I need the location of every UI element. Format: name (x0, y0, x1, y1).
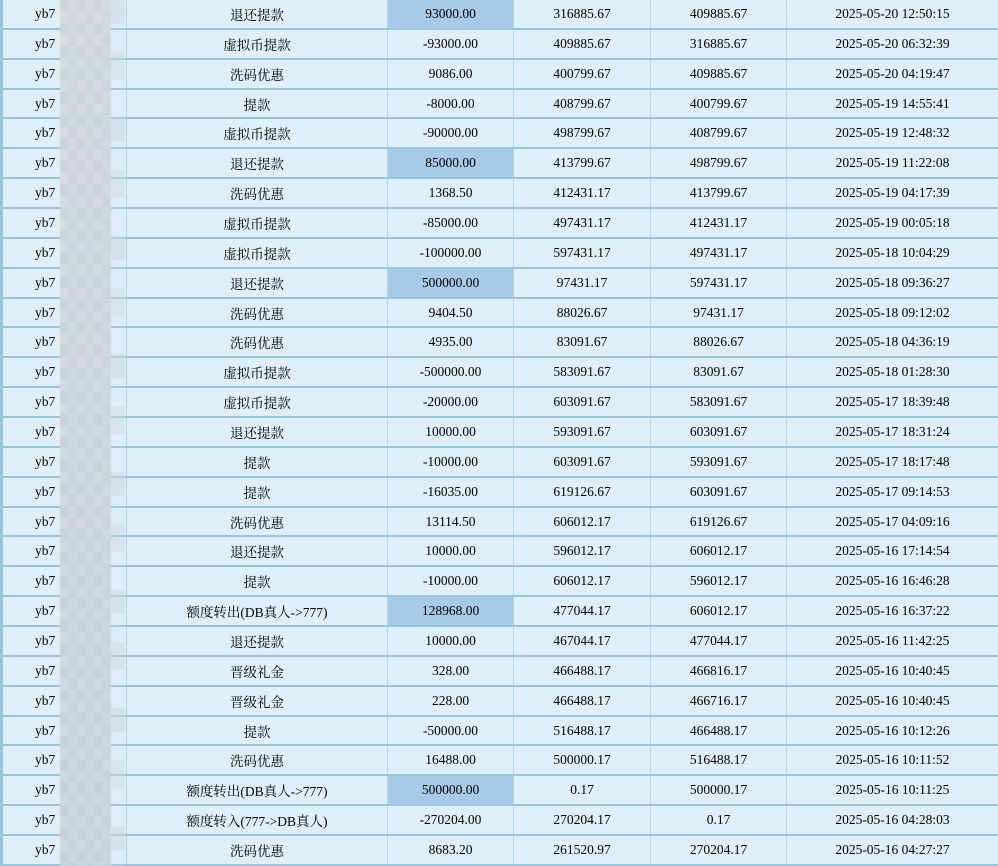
transaction-type-cell: 退还提款 (127, 627, 388, 655)
table-row[interactable] (3, 328, 998, 358)
balance-after-cell: 97431.17 (651, 299, 787, 327)
table-row[interactable] (3, 119, 998, 149)
username-text: yb7 (35, 35, 56, 51)
balance-before-cell: 583091.67 (514, 358, 651, 386)
amount-cell: 500000.00 (388, 776, 514, 804)
balance-after-cell: 316885.67 (651, 30, 787, 58)
transaction-type-cell: 提款 (127, 478, 388, 506)
balance-before-cell: 97431.17 (514, 269, 651, 297)
balance-after-cell: 88026.67 (651, 328, 787, 356)
amount-cell: -90000.00 (388, 119, 514, 147)
transaction-type-cell: 洗码优惠 (127, 179, 388, 207)
amount-cell: 10000.00 (388, 418, 514, 446)
timestamp-cell: 2025-05-18 09:36:27 (835, 274, 950, 290)
transaction-type-cell: 洗码优惠 (127, 60, 388, 88)
transaction-type-cell: 虚拟币提款 (127, 30, 388, 58)
timestamp-cell: 2025-05-19 04:17:39 (835, 185, 950, 201)
amount-cell: -50000.00 (388, 717, 514, 745)
amount-cell: -8000.00 (388, 90, 514, 118)
amount-cell: -93000.00 (388, 30, 514, 58)
timestamp-cell: 2025-05-20 12:50:15 (835, 5, 950, 21)
amount-cell: 10000.00 (388, 627, 514, 655)
username-text: yb7 (35, 662, 56, 678)
balance-after-cell: 516488.17 (651, 746, 787, 774)
username-text: yb7 (35, 841, 56, 857)
transaction-type-cell: 退还提款 (127, 537, 388, 565)
balance-before-cell: 593091.67 (514, 418, 651, 446)
table-row[interactable] (3, 60, 998, 90)
timestamp-cell: 2025-05-16 10:11:52 (835, 752, 950, 768)
timestamp-cell: 2025-05-16 16:46:28 (835, 573, 950, 589)
username-text: yb7 (35, 812, 56, 828)
balance-after-cell: 498799.67 (651, 149, 787, 177)
table-row[interactable] (3, 687, 998, 717)
amount-cell: -500000.00 (388, 358, 514, 386)
table-row[interactable] (3, 478, 998, 508)
timestamp-cell: 2025-05-20 04:19:47 (835, 65, 950, 81)
balance-after-cell: 466488.17 (651, 717, 787, 745)
username-text: yb7 (35, 244, 56, 260)
username-text: yb7 (35, 722, 56, 738)
username-text: yb7 (35, 274, 56, 290)
balance-before-cell: 497431.17 (514, 209, 651, 237)
balance-before-cell: 466488.17 (514, 657, 651, 685)
transaction-type-cell: 虚拟币提款 (127, 119, 388, 147)
transaction-type-cell: 洗码优惠 (127, 746, 388, 774)
timestamp-cell: 2025-05-19 14:55:41 (835, 95, 950, 111)
transaction-type-cell: 额度转出(DB真人->777) (127, 597, 388, 625)
balance-before-cell: 408799.67 (514, 90, 651, 118)
table-row[interactable] (3, 388, 998, 418)
timestamp-cell: 2025-05-19 12:48:32 (835, 125, 950, 141)
username-text: yb7 (35, 483, 56, 499)
timestamp-cell: 2025-05-16 10:11:25 (835, 782, 950, 798)
transaction-type-cell: 提款 (127, 717, 388, 745)
timestamp-cell: 2025-05-16 04:27:27 (835, 841, 950, 857)
username-text: yb7 (35, 453, 56, 469)
amount-cell: 228.00 (388, 687, 514, 715)
transaction-type-cell: 洗码优惠 (127, 328, 388, 356)
table-row[interactable] (3, 836, 998, 866)
timestamp-cell: 2025-05-16 10:40:45 (835, 692, 950, 708)
table-row[interactable] (3, 776, 998, 806)
balance-after-cell: 477044.17 (651, 627, 787, 655)
amount-cell: -85000.00 (388, 209, 514, 237)
table-row[interactable] (3, 209, 998, 239)
balance-after-cell: 596012.17 (651, 567, 787, 595)
timestamp-cell: 2025-05-17 18:31:24 (835, 423, 950, 439)
balance-after-cell: 583091.67 (651, 388, 787, 416)
username-text: yb7 (35, 394, 56, 410)
timestamp-cell: 2025-05-20 06:32:39 (835, 35, 950, 51)
username-text: yb7 (35, 304, 56, 320)
balance-after-cell: 597431.17 (651, 269, 787, 297)
transaction-type-cell: 洗码优惠 (127, 299, 388, 327)
balance-after-cell: 593091.67 (651, 448, 787, 476)
balance-before-cell: 466488.17 (514, 687, 651, 715)
timestamp-cell: 2025-05-18 09:12:02 (835, 304, 950, 320)
balance-before-cell: 606012.17 (514, 567, 651, 595)
table-row[interactable] (3, 418, 998, 448)
balance-before-cell: 596012.17 (514, 537, 651, 565)
transaction-type-cell: 退还提款 (127, 269, 388, 297)
username-text: yb7 (35, 603, 56, 619)
balance-after-cell: 409885.67 (651, 60, 787, 88)
timestamp-cell: 2025-05-16 10:40:45 (835, 662, 950, 678)
table-row[interactable] (3, 299, 998, 329)
amount-cell: -20000.00 (388, 388, 514, 416)
timestamp-cell: 2025-05-19 00:05:18 (835, 214, 950, 230)
table-row[interactable] (3, 597, 998, 627)
balance-before-cell: 498799.67 (514, 119, 651, 147)
transaction-type-cell: 虚拟币提款 (127, 388, 388, 416)
table-body (3, 0, 998, 866)
table-row[interactable] (3, 149, 998, 179)
table-row[interactable] (3, 537, 998, 567)
balance-before-cell: 477044.17 (514, 597, 651, 625)
balance-before-cell: 0.17 (514, 776, 651, 804)
username-text: yb7 (35, 65, 56, 81)
balance-after-cell: 400799.67 (651, 90, 787, 118)
balance-before-cell: 597431.17 (514, 239, 651, 267)
username-text: yb7 (35, 632, 56, 648)
username-text: yb7 (35, 334, 56, 350)
balance-before-cell: 500000.17 (514, 746, 651, 774)
amount-cell: -10000.00 (388, 448, 514, 476)
balance-before-cell: 261520.97 (514, 836, 651, 864)
amount-cell: 1368.50 (388, 179, 514, 207)
balance-after-cell: 413799.67 (651, 179, 787, 207)
table-row[interactable] (3, 508, 998, 538)
balance-before-cell: 409885.67 (514, 30, 651, 58)
table-row[interactable] (3, 269, 998, 299)
amount-cell: -100000.00 (388, 239, 514, 267)
username-text: yb7 (35, 185, 56, 201)
timestamp-cell: 2025-05-17 04:09:16 (835, 513, 950, 529)
username-text: yb7 (35, 155, 56, 171)
balance-after-cell: 606012.17 (651, 597, 787, 625)
username-text: yb7 (35, 692, 56, 708)
transaction-type-cell: 洗码优惠 (127, 836, 388, 864)
balance-after-cell: 619126.67 (651, 508, 787, 536)
transaction-type-cell: 晋级礼金 (127, 687, 388, 715)
username-text: yb7 (35, 573, 56, 589)
amount-cell: -270204.00 (388, 806, 514, 834)
table-row[interactable] (3, 448, 998, 478)
transaction-type-cell: 提款 (127, 448, 388, 476)
table-row[interactable] (3, 567, 998, 597)
transaction-type-cell: 洗码优惠 (127, 508, 388, 536)
balance-after-cell: 500000.17 (651, 776, 787, 804)
timestamp-cell: 2025-05-16 11:42:25 (835, 632, 950, 648)
balance-after-cell: 603091.67 (651, 418, 787, 446)
timestamp-cell: 2025-05-16 17:14:54 (835, 543, 950, 559)
balance-after-cell: 466816.17 (651, 657, 787, 685)
balance-before-cell: 516488.17 (514, 717, 651, 745)
amount-cell: 9086.00 (388, 60, 514, 88)
balance-before-cell: 603091.67 (514, 448, 651, 476)
timestamp-cell: 2025-05-17 09:14:53 (835, 483, 950, 499)
username-text: yb7 (35, 214, 56, 230)
transaction-type-cell: 虚拟币提款 (127, 209, 388, 237)
balance-before-cell: 606012.17 (514, 508, 651, 536)
transaction-type-cell: 退还提款 (127, 149, 388, 177)
balance-before-cell: 413799.67 (514, 149, 651, 177)
timestamp-cell: 2025-05-16 10:12:26 (835, 722, 950, 738)
timestamp-cell: 2025-05-17 18:17:48 (835, 453, 950, 469)
username-text: yb7 (35, 543, 56, 559)
table-row[interactable] (3, 657, 998, 687)
table-row[interactable] (3, 627, 998, 657)
transaction-type-cell: 退还提款 (127, 0, 388, 28)
balance-after-cell: 83091.67 (651, 358, 787, 386)
table-row[interactable] (3, 179, 998, 209)
amount-cell: 85000.00 (388, 149, 514, 177)
table-row[interactable] (3, 30, 998, 60)
amount-cell: 328.00 (388, 657, 514, 685)
balance-after-cell: 412431.17 (651, 209, 787, 237)
amount-cell: 10000.00 (388, 537, 514, 565)
balance-before-cell: 316885.67 (514, 0, 651, 28)
transaction-type-cell: 退还提款 (127, 418, 388, 446)
transaction-type-cell: 提款 (127, 90, 388, 118)
amount-cell: 13114.50 (388, 508, 514, 536)
amount-cell: -10000.00 (388, 567, 514, 595)
timestamp-cell: 2025-05-18 04:36:19 (835, 334, 950, 350)
table-row[interactable] (3, 0, 998, 30)
amount-cell: 128968.00 (388, 597, 514, 625)
transaction-type-cell: 额度转出(DB真人->777) (127, 776, 388, 804)
transaction-type-cell: 额度转入(777->DB真人) (127, 806, 388, 834)
amount-cell: 16488.00 (388, 746, 514, 774)
balance-after-cell: 466716.17 (651, 687, 787, 715)
username-text: yb7 (35, 95, 56, 111)
balance-before-cell: 400799.67 (514, 60, 651, 88)
transaction-type-cell: 虚拟币提款 (127, 358, 388, 386)
username-text: yb7 (35, 364, 56, 380)
username-text: yb7 (35, 752, 56, 768)
timestamp-cell: 2025-05-18 10:04:29 (835, 244, 950, 260)
amount-cell: 4935.00 (388, 328, 514, 356)
balance-after-cell: 603091.67 (651, 478, 787, 506)
balance-before-cell: 619126.67 (514, 478, 651, 506)
username-text: yb7 (35, 5, 56, 21)
transaction-type-cell: 晋级礼金 (127, 657, 388, 685)
amount-cell: 9404.50 (388, 299, 514, 327)
username-text: yb7 (35, 125, 56, 141)
timestamp-cell: 2025-05-16 16:37:22 (835, 603, 950, 619)
transaction-type-cell: 提款 (127, 567, 388, 595)
balance-after-cell: 606012.17 (651, 537, 787, 565)
username-text: yb7 (35, 423, 56, 439)
balance-before-cell: 83091.67 (514, 328, 651, 356)
table-row[interactable] (3, 746, 998, 776)
amount-cell: -16035.00 (388, 478, 514, 506)
timestamp-cell: 2025-05-19 11:22:08 (835, 155, 950, 171)
balance-after-cell: 270204.17 (651, 836, 787, 864)
amount-cell: 93000.00 (388, 0, 514, 28)
balance-after-cell: 409885.67 (651, 0, 787, 28)
table-row[interactable] (3, 358, 998, 388)
timestamp-cell: 2025-05-17 18:39:48 (835, 394, 950, 410)
username-text: yb7 (35, 513, 56, 529)
balance-before-cell: 270204.17 (514, 806, 651, 834)
table-row[interactable] (3, 717, 998, 747)
timestamp-cell: 2025-05-16 04:28:03 (835, 812, 950, 828)
balance-before-cell: 467044.17 (514, 627, 651, 655)
balance-before-cell: 603091.67 (514, 388, 651, 416)
amount-cell: 500000.00 (388, 269, 514, 297)
table-row[interactable] (3, 239, 998, 269)
balance-after-cell: 497431.17 (651, 239, 787, 267)
username-text: yb7 (35, 782, 56, 798)
balance-before-cell: 88026.67 (514, 299, 651, 327)
table-row[interactable] (3, 806, 998, 836)
transaction-type-cell: 虚拟币提款 (127, 239, 388, 267)
balance-before-cell: 412431.17 (514, 179, 651, 207)
table-row[interactable] (3, 90, 998, 120)
balance-after-cell: 0.17 (651, 806, 787, 834)
username-privacy-blur (60, 0, 111, 866)
timestamp-cell: 2025-05-18 01:28:30 (835, 364, 950, 380)
amount-cell: 8683.20 (388, 836, 514, 864)
username-privacy-blur-edge (111, 0, 125, 866)
balance-after-cell: 408799.67 (651, 119, 787, 147)
